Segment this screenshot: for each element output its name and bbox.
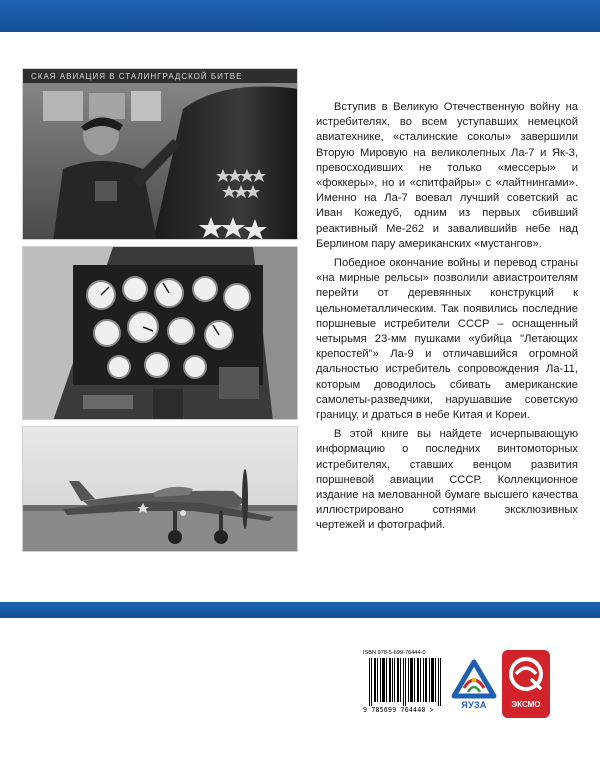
yauza-swirl-icon xyxy=(450,658,498,700)
barcode-bars xyxy=(365,658,447,706)
eksmo-label: ЭКСМО xyxy=(511,700,541,709)
bottom-blue-band xyxy=(0,602,600,618)
book-description xyxy=(316,100,578,538)
isbn-label: ISBN 978-5-699-76444-0 xyxy=(363,650,426,656)
photo-fighter-on-airfield xyxy=(22,426,298,552)
yauza-publisher-logo xyxy=(450,658,498,718)
description-paragraph: В этой книге вы найдете исчерпывающую информацию о последних винтомоторных истребителях, ставших венцом развития поршневой авиации СССР. Коллекционное издание на мелованной бумаге высшего качества иллюстрировано сотнями эксклюзивных чертежей и фотографий. xyxy=(316,428,578,532)
barcode-digits: 9 785699 764440 > xyxy=(363,706,434,714)
eksmo-publisher-logo xyxy=(502,650,550,718)
exhibit-banner-text: СКАЯ АВИАЦИЯ В СТАЛИНГРАДСКОЙ БИТВЕ xyxy=(31,72,243,81)
photo-pilot-with-fighter xyxy=(22,68,298,240)
photo-cockpit-instruments xyxy=(22,246,298,420)
description-paragraph: Победное окончание войны и перевод страны «на мирные рельсы» позволили авиастроителям перейти от деревянных конструкций к цельнометаллическим. Так появились последние поршневые истребители СССР – оснащенный четырьмя 23-мм пушками «убийца "Летающих крепостей"» Ла-9 и отличавшийся огромной дальностью истребитель сопровождения Ла-11, которым доводилось сбивать американские самолеты-разведчики, нарушавшие советскую границу, и драться в небе Китая и Кореи. xyxy=(316,257,578,422)
yauza-label: ЯУЗА xyxy=(461,700,487,710)
eksmo-swirl-icon xyxy=(502,650,550,698)
top-blue-band xyxy=(0,0,600,32)
description-paragraph: Вступив в Великую Отечественную войну на истребителях, во всем уступавших немецкой авиатехнике, «сталинские соколы» завершили Вторую Мировую на великолепных Ла-7 и Як-3, превосходивших не только «мессеры» и «фоккеры», но и «спитфайры» с «лайтнингами». Именно на Ла-7 воевал лучший советский ас Иван Кожедуб, одним из первых сбивший реактивный Ме-262 и завалившийв небе над Берлином пару американских «мустангов». xyxy=(316,101,578,250)
isbn-barcode xyxy=(363,650,449,718)
